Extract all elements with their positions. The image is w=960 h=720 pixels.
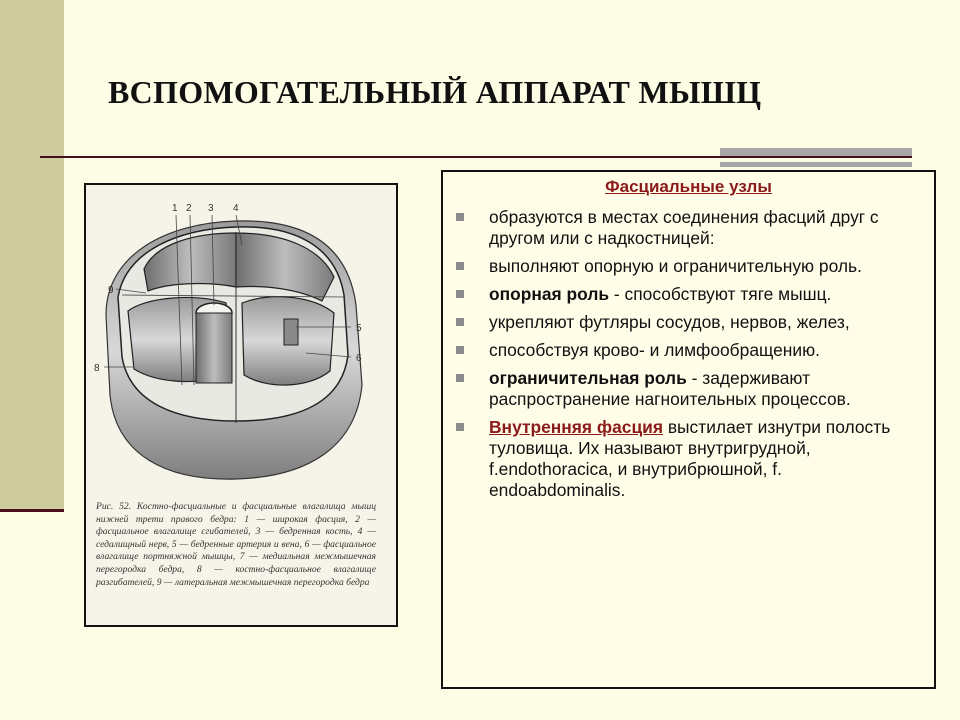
title-rule-gray-lower [720,162,912,167]
internal-fascia-link[interactable]: Внутренняя фасция [489,417,663,437]
bullet-list [453,207,923,508]
figure-label-2: 2 [186,203,192,214]
term-limiting-role: ограничительная роль [489,368,687,388]
figure-label-3: 3 [208,203,214,214]
term-support-role: опорная роль [489,284,610,304]
figure-label-6: 6 [356,353,362,364]
figure-label-1: 1 [172,203,178,214]
figure-caption: Рис. 52. Костно-фасциальные и фасциальные влагалища мышц нижней трети правого бедра: 1 — широкая фасция, 2 — фасциальное влагалище сгибателей, 3 — бедренная кость, 4 — седалищный нерв, 5 — бедренные артерия и вена, 6 — фасциальное влагалище портняжной мышцы, 7 — медиальная межмышечная перегородка бедра, 8 — костно-фасциальное влагалище разгибателей, 9 — латеральная межмышечная перегородка бедра [96,501,376,588]
list-item: опорная роль - способствуют тяге мышц. [453,284,923,305]
square-bullet-icon [456,374,464,382]
slide-title: ВСПОМОГАТЕЛЬНЫЙ АППАРАТ МЫШЦ [108,74,762,110]
list-item: укрепляют футляры сосудов, нервов, желез, [453,312,923,333]
left-decor-band-edge [0,509,64,512]
square-bullet-icon [456,423,464,431]
square-bullet-icon [456,213,464,221]
left-decor-band [0,0,64,512]
figure-label-4: 4 [233,203,239,214]
anatomy-figure [84,183,398,627]
figure-label-9: 9 [108,285,114,296]
list-item: способствуя крово- и лимфообращению. [453,340,923,361]
square-bullet-icon [456,318,464,326]
list-item: Внутренняя фасция выстилает изнутри полость туловища. Их называют внутригрудной, f.endothoracica, и внутрибрюшной, f. endoabdominalis. [453,417,923,501]
content-panel [441,170,936,689]
list-item: образуются в местах соединения фасций друг с другом или с надкостницей: [453,207,923,249]
figure-label-8: 8 [94,363,100,374]
list-item: выполняют опорную и ограничительную роль. [453,256,923,277]
square-bullet-icon [456,346,464,354]
list-item: ограничительная роль - задерживают распространение нагноительных процессов. [453,368,923,410]
figure-label-5: 5 [356,323,362,334]
panel-heading: Фасциальные узлы [605,177,772,196]
title-rule [40,156,912,158]
square-bullet-icon [456,262,464,270]
square-bullet-icon [456,290,464,298]
